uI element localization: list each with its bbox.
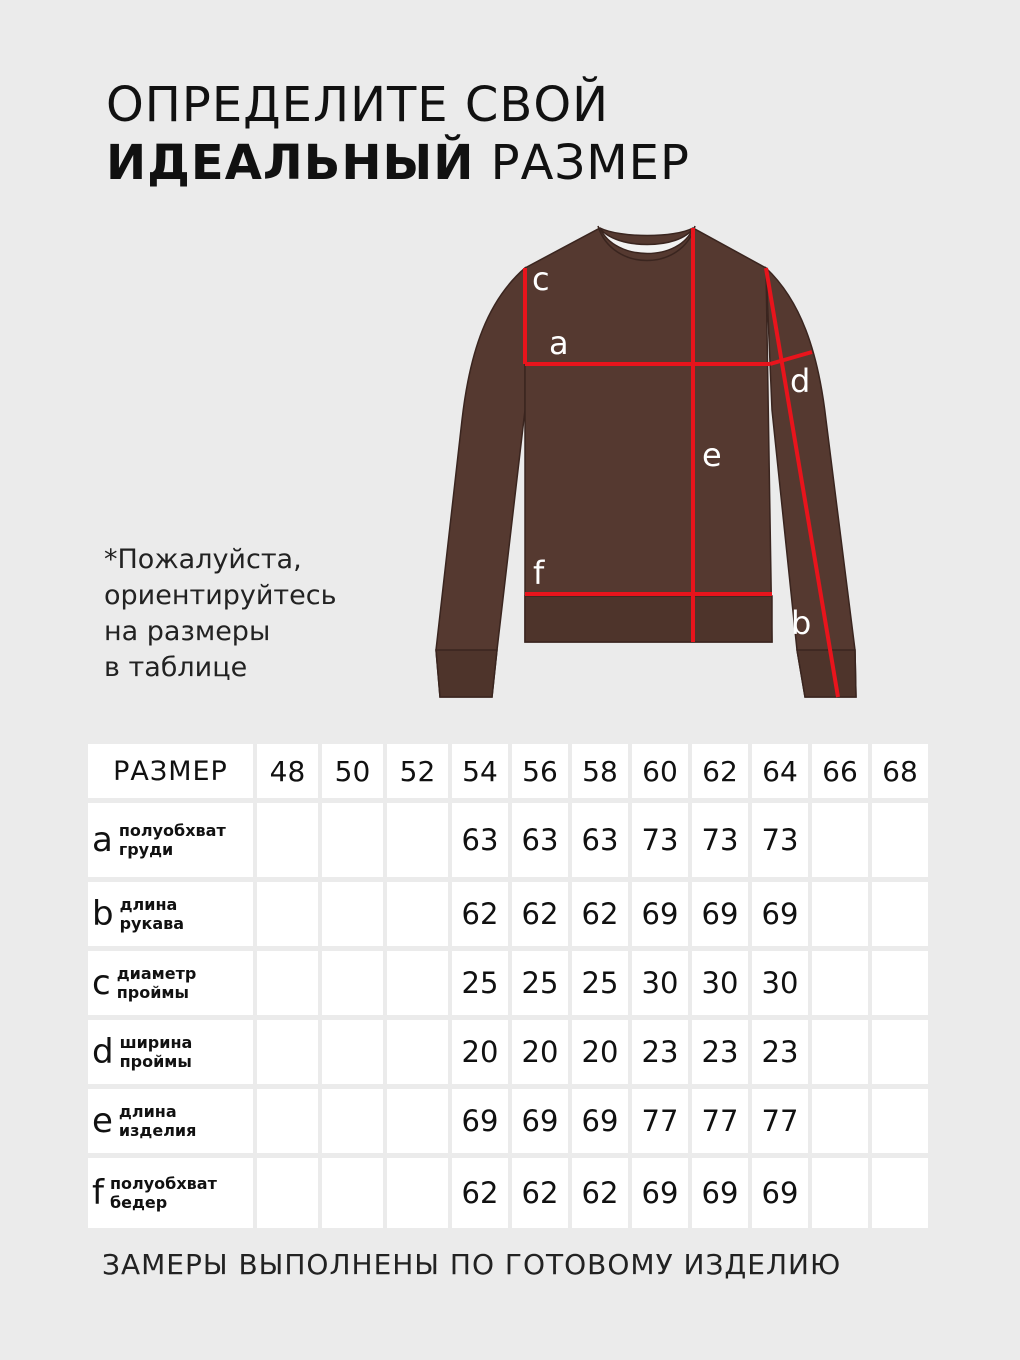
- note-line: *Пожалуйста,: [104, 544, 302, 575]
- table-cell: 62: [512, 882, 568, 946]
- size-table: [88, 744, 928, 1228]
- table-cell: [812, 803, 868, 877]
- row-desc-line: длина: [118, 1102, 177, 1121]
- row-desc-line: бедер: [109, 1193, 168, 1212]
- row-label-f: [88, 1158, 253, 1228]
- size-header: 50: [322, 744, 383, 798]
- table-cell: 30: [692, 951, 748, 1015]
- table-cell: [322, 951, 383, 1015]
- title-line-1: ОПРЕДЕЛИТЕ СВОЙ: [106, 77, 610, 133]
- table-cell: 20: [512, 1020, 568, 1084]
- row-desc-line: проймы: [119, 1052, 192, 1071]
- table-cell: 62: [452, 1158, 508, 1228]
- table-cell: [812, 1089, 868, 1153]
- size-header: 60: [632, 744, 688, 798]
- table-cell: 63: [512, 803, 568, 877]
- row-label-b: [88, 882, 253, 946]
- table-cell: [257, 803, 318, 877]
- left-cuff: [436, 650, 497, 697]
- table-cell: [257, 1089, 318, 1153]
- torso: [525, 228, 772, 642]
- label-b: b: [791, 604, 812, 642]
- row-letter: c: [92, 963, 111, 1003]
- label-a: a: [549, 324, 569, 362]
- size-header: 62: [692, 744, 748, 798]
- row-label-d: [88, 1020, 253, 1084]
- table-cell: 77: [752, 1089, 808, 1153]
- row-description: [110, 1174, 217, 1212]
- hem-band: [525, 596, 772, 642]
- table-cell: [387, 803, 448, 877]
- size-header: 58: [572, 744, 628, 798]
- table-cell: [812, 1020, 868, 1084]
- table-cell: 25: [452, 951, 508, 1015]
- table-cell: 63: [452, 803, 508, 877]
- row-desc-line: длина: [119, 895, 178, 914]
- note-line: на размеры: [104, 616, 271, 647]
- table-cell: [387, 1089, 448, 1153]
- table-cell: 30: [632, 951, 688, 1015]
- table-cell: 69: [572, 1089, 628, 1153]
- table-cell: [257, 951, 318, 1015]
- label-e: e: [702, 436, 722, 474]
- table-cell: 25: [512, 951, 568, 1015]
- table-cell: 63: [572, 803, 628, 877]
- row-desc-line: груди: [118, 840, 174, 859]
- table-cell: 62: [452, 882, 508, 946]
- table-cell: 69: [692, 882, 748, 946]
- label-d: d: [790, 362, 811, 400]
- table-cell: [387, 882, 448, 946]
- size-header: 66: [812, 744, 868, 798]
- table-cell: 25: [572, 951, 628, 1015]
- table-cell: [872, 1158, 928, 1228]
- table-cell: 69: [512, 1089, 568, 1153]
- table-cell: [872, 882, 928, 946]
- size-header: 64: [752, 744, 808, 798]
- table-cell: [387, 1158, 448, 1228]
- table-cell: 20: [572, 1020, 628, 1084]
- row-desc-line: полуобхват: [118, 821, 226, 840]
- row-label-e: [88, 1089, 253, 1153]
- size-header: 48: [257, 744, 318, 798]
- size-header: 54: [452, 744, 508, 798]
- table-cell: [872, 951, 928, 1015]
- table-cell: 73: [692, 803, 748, 877]
- table-cell: 62: [512, 1158, 568, 1228]
- table-cell: [812, 951, 868, 1015]
- row-letter: d: [92, 1032, 114, 1072]
- row-description: [119, 1102, 196, 1140]
- row-letter: f: [92, 1173, 104, 1213]
- label-f: f: [533, 554, 545, 592]
- table-cell: [257, 1020, 318, 1084]
- table-cell: 23: [632, 1020, 688, 1084]
- row-desc-line: полуобхват: [109, 1174, 217, 1193]
- table-cell: 69: [452, 1089, 508, 1153]
- title-rest: РАЗМЕР: [474, 135, 690, 191]
- row-letter: e: [92, 1101, 113, 1141]
- header-label: РАЗМЕР: [88, 744, 253, 798]
- table-cell: 30: [752, 951, 808, 1015]
- table-cell: 69: [632, 1158, 688, 1228]
- table-cell: [322, 1158, 383, 1228]
- label-c: c: [532, 260, 550, 298]
- title-bold-word: ИДЕАЛЬНЫЙ: [106, 135, 475, 191]
- table-cell: 77: [692, 1089, 748, 1153]
- table-cell: 23: [692, 1020, 748, 1084]
- table-cell: [872, 803, 928, 877]
- row-description: [120, 1033, 193, 1071]
- row-desc-line: рукава: [119, 914, 185, 933]
- table-cell: 69: [632, 882, 688, 946]
- row-desc-line: изделия: [118, 1121, 197, 1140]
- table-cell: 20: [452, 1020, 508, 1084]
- table-cell: 69: [752, 1158, 808, 1228]
- size-note: [104, 542, 337, 686]
- table-cell: 23: [752, 1020, 808, 1084]
- row-description: [117, 964, 197, 1002]
- table-cell: [257, 882, 318, 946]
- table-cell: [387, 1020, 448, 1084]
- table-cell: [257, 1158, 318, 1228]
- row-letter: b: [92, 894, 114, 934]
- size-header: 56: [512, 744, 568, 798]
- table-cell: 62: [572, 1158, 628, 1228]
- table-cell: [322, 803, 383, 877]
- row-description: [119, 821, 226, 859]
- row-letter: a: [92, 820, 113, 860]
- table-cell: 69: [752, 882, 808, 946]
- right-cuff: [797, 650, 856, 697]
- table-cell: [812, 1158, 868, 1228]
- left-sleeve: [436, 268, 525, 697]
- row-desc-line: диаметр: [116, 964, 197, 983]
- table-cell: 73: [752, 803, 808, 877]
- row-label-c: [88, 951, 253, 1015]
- table-cell: [322, 1089, 383, 1153]
- table-cell: [872, 1020, 928, 1084]
- row-desc-line: ширина: [119, 1033, 193, 1052]
- row-desc-line: проймы: [116, 983, 189, 1002]
- table-cell: [387, 951, 448, 1015]
- size-header: 68: [872, 744, 928, 798]
- size-header: 52: [387, 744, 448, 798]
- table-cell: 73: [632, 803, 688, 877]
- table-cell: 62: [572, 882, 628, 946]
- table-cell: [872, 1089, 928, 1153]
- table-cell: [322, 882, 383, 946]
- note-line: ориентируйтесь: [104, 580, 337, 611]
- table-cell: 69: [692, 1158, 748, 1228]
- table-cell: 77: [632, 1089, 688, 1153]
- note-line: в таблице: [104, 652, 248, 683]
- table-cell: [322, 1020, 383, 1084]
- row-description: [120, 895, 184, 933]
- table-cell: [812, 882, 868, 946]
- row-label-a: [88, 803, 253, 877]
- footer-note: ЗАМЕРЫ ВЫПОЛНЕНЫ ПО ГОТОВОМУ ИЗДЕЛИЮ: [102, 1248, 842, 1281]
